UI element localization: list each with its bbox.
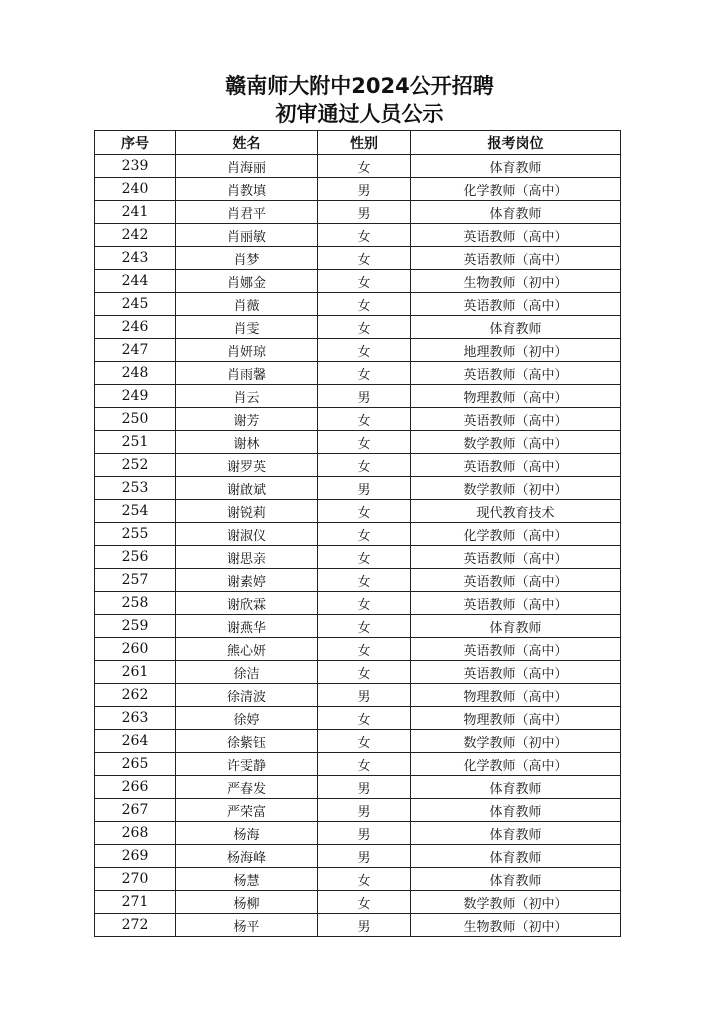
table-row bbox=[95, 638, 621, 661]
cell-name: 肖丽敏 bbox=[176, 224, 318, 247]
cell-gender: 女 bbox=[318, 523, 411, 546]
table-row bbox=[95, 247, 621, 270]
cell-serial-number: 254 bbox=[95, 500, 176, 523]
table-row bbox=[95, 546, 621, 569]
table-row bbox=[95, 293, 621, 316]
document-title: 赣南师大附中2024公开招聘 bbox=[225, 74, 494, 98]
cell-gender: 男 bbox=[318, 684, 411, 707]
cell-name: 谢燕华 bbox=[176, 615, 318, 638]
cell-position: 数学教师（高中） bbox=[411, 431, 621, 454]
table-body bbox=[95, 155, 621, 937]
table-row bbox=[95, 201, 621, 224]
cell-serial-number: 242 bbox=[95, 224, 176, 247]
cell-gender: 女 bbox=[318, 316, 411, 339]
cell-gender: 男 bbox=[318, 776, 411, 799]
cell-position: 体育教师 bbox=[411, 822, 621, 845]
cell-serial-number: 265 bbox=[95, 753, 176, 776]
cell-serial-number: 240 bbox=[95, 178, 176, 201]
cell-position: 体育教师 bbox=[411, 201, 621, 224]
cell-name: 杨平 bbox=[176, 914, 318, 937]
cell-name: 杨柳 bbox=[176, 891, 318, 914]
cell-name: 谢啟斌 bbox=[176, 477, 318, 500]
cell-position: 英语教师（高中） bbox=[411, 293, 621, 316]
cell-gender: 男 bbox=[318, 799, 411, 822]
cell-serial-number: 262 bbox=[95, 684, 176, 707]
table-row bbox=[95, 891, 621, 914]
cell-serial-number: 266 bbox=[95, 776, 176, 799]
table-row bbox=[95, 569, 621, 592]
table-row bbox=[95, 776, 621, 799]
cell-serial-number: 243 bbox=[95, 247, 176, 270]
cell-name: 肖梦 bbox=[176, 247, 318, 270]
table-row bbox=[95, 500, 621, 523]
cell-serial-number: 248 bbox=[95, 362, 176, 385]
cell-position: 英语教师（高中） bbox=[411, 661, 621, 684]
cell-gender: 男 bbox=[318, 178, 411, 201]
cell-position: 体育教师 bbox=[411, 799, 621, 822]
cell-serial-number: 267 bbox=[95, 799, 176, 822]
table-row bbox=[95, 868, 621, 891]
cell-gender: 女 bbox=[318, 638, 411, 661]
cell-position: 英语教师（高中） bbox=[411, 247, 621, 270]
cell-gender: 女 bbox=[318, 891, 411, 914]
cell-serial-number: 257 bbox=[95, 569, 176, 592]
table-row bbox=[95, 684, 621, 707]
table-row bbox=[95, 523, 621, 546]
cell-serial-number: 246 bbox=[95, 316, 176, 339]
cell-position: 地理教师（初中） bbox=[411, 339, 621, 362]
cell-position: 数学教师（初中） bbox=[411, 477, 621, 500]
cell-gender: 男 bbox=[318, 201, 411, 224]
cell-name: 肖云 bbox=[176, 385, 318, 408]
cell-position: 英语教师（高中） bbox=[411, 569, 621, 592]
cell-position: 体育教师 bbox=[411, 316, 621, 339]
cell-serial-number: 263 bbox=[95, 707, 176, 730]
cell-name: 谢林 bbox=[176, 431, 318, 454]
cell-position: 体育教师 bbox=[411, 776, 621, 799]
cell-position: 数学教师（初中） bbox=[411, 891, 621, 914]
header-serial-number: 序号 bbox=[95, 131, 176, 155]
cell-name: 肖雨馨 bbox=[176, 362, 318, 385]
cell-position: 物理教师（高中） bbox=[411, 707, 621, 730]
cell-name: 谢芳 bbox=[176, 408, 318, 431]
cell-gender: 女 bbox=[318, 753, 411, 776]
cell-name: 谢欣霖 bbox=[176, 592, 318, 615]
table-header-row bbox=[95, 131, 621, 155]
cell-name: 许雯静 bbox=[176, 753, 318, 776]
table-row bbox=[95, 316, 621, 339]
table-row bbox=[95, 155, 621, 178]
cell-gender: 女 bbox=[318, 868, 411, 891]
cell-name: 肖海丽 bbox=[176, 155, 318, 178]
cell-serial-number: 241 bbox=[95, 201, 176, 224]
cell-serial-number: 256 bbox=[95, 546, 176, 569]
cell-serial-number: 260 bbox=[95, 638, 176, 661]
cell-gender: 女 bbox=[318, 615, 411, 638]
cell-name: 徐婷 bbox=[176, 707, 318, 730]
cell-position: 物理教师（高中） bbox=[411, 385, 621, 408]
applicant-table bbox=[94, 130, 621, 937]
cell-serial-number: 271 bbox=[95, 891, 176, 914]
table-row bbox=[95, 845, 621, 868]
table-row bbox=[95, 408, 621, 431]
cell-position: 化学教师（高中） bbox=[411, 178, 621, 201]
cell-serial-number: 250 bbox=[95, 408, 176, 431]
table-row bbox=[95, 730, 621, 753]
table-row bbox=[95, 270, 621, 293]
table-row bbox=[95, 822, 621, 845]
cell-gender: 女 bbox=[318, 155, 411, 178]
cell-name: 杨海 bbox=[176, 822, 318, 845]
cell-name: 肖雯 bbox=[176, 316, 318, 339]
cell-gender: 女 bbox=[318, 224, 411, 247]
cell-position: 数学教师（初中） bbox=[411, 730, 621, 753]
cell-name: 肖君平 bbox=[176, 201, 318, 224]
cell-gender: 女 bbox=[318, 707, 411, 730]
cell-serial-number: 247 bbox=[95, 339, 176, 362]
table-row bbox=[95, 385, 621, 408]
cell-position: 体育教师 bbox=[411, 845, 621, 868]
cell-name: 谢锐莉 bbox=[176, 500, 318, 523]
cell-serial-number: 258 bbox=[95, 592, 176, 615]
cell-gender: 女 bbox=[318, 293, 411, 316]
table-row bbox=[95, 362, 621, 385]
cell-position: 化学教师（高中） bbox=[411, 523, 621, 546]
cell-name: 肖娜金 bbox=[176, 270, 318, 293]
cell-serial-number: 244 bbox=[95, 270, 176, 293]
cell-position: 英语教师（高中） bbox=[411, 454, 621, 477]
table-row bbox=[95, 339, 621, 362]
cell-position: 英语教师（高中） bbox=[411, 592, 621, 615]
cell-position: 体育教师 bbox=[411, 615, 621, 638]
cell-serial-number: 272 bbox=[95, 914, 176, 937]
cell-name: 徐紫钰 bbox=[176, 730, 318, 753]
cell-position: 英语教师（高中） bbox=[411, 224, 621, 247]
cell-serial-number: 270 bbox=[95, 868, 176, 891]
table-row bbox=[95, 661, 621, 684]
cell-name: 熊心妍 bbox=[176, 638, 318, 661]
cell-serial-number: 239 bbox=[95, 155, 176, 178]
cell-serial-number: 255 bbox=[95, 523, 176, 546]
cell-name: 谢思亲 bbox=[176, 546, 318, 569]
cell-position: 英语教师（高中） bbox=[411, 638, 621, 661]
table-row bbox=[95, 224, 621, 247]
table-row bbox=[95, 431, 621, 454]
cell-name: 严春发 bbox=[176, 776, 318, 799]
cell-gender: 男 bbox=[318, 845, 411, 868]
cell-serial-number: 261 bbox=[95, 661, 176, 684]
cell-gender: 女 bbox=[318, 661, 411, 684]
cell-gender: 女 bbox=[318, 431, 411, 454]
cell-gender: 女 bbox=[318, 592, 411, 615]
table-row bbox=[95, 707, 621, 730]
cell-name: 严荣富 bbox=[176, 799, 318, 822]
cell-name: 肖教填 bbox=[176, 178, 318, 201]
cell-serial-number: 269 bbox=[95, 845, 176, 868]
cell-gender: 女 bbox=[318, 339, 411, 362]
header-name: 姓名 bbox=[176, 131, 318, 155]
cell-serial-number: 253 bbox=[95, 477, 176, 500]
cell-position: 生物教师（初中） bbox=[411, 270, 621, 293]
cell-serial-number: 249 bbox=[95, 385, 176, 408]
cell-gender: 女 bbox=[318, 247, 411, 270]
cell-gender: 男 bbox=[318, 822, 411, 845]
table-row bbox=[95, 753, 621, 776]
cell-name: 杨海峰 bbox=[176, 845, 318, 868]
cell-name: 徐洁 bbox=[176, 661, 318, 684]
table-row bbox=[95, 477, 621, 500]
cell-serial-number: 251 bbox=[95, 431, 176, 454]
table-row bbox=[95, 454, 621, 477]
cell-name: 谢淑仪 bbox=[176, 523, 318, 546]
cell-gender: 男 bbox=[318, 477, 411, 500]
cell-name: 徐清波 bbox=[176, 684, 318, 707]
cell-serial-number: 252 bbox=[95, 454, 176, 477]
cell-gender: 女 bbox=[318, 408, 411, 431]
cell-position: 英语教师（高中） bbox=[411, 362, 621, 385]
cell-serial-number: 259 bbox=[95, 615, 176, 638]
cell-serial-number: 245 bbox=[95, 293, 176, 316]
cell-position: 生物教师（初中） bbox=[411, 914, 621, 937]
cell-gender: 女 bbox=[318, 362, 411, 385]
cell-name: 肖妍琼 bbox=[176, 339, 318, 362]
table-row bbox=[95, 914, 621, 937]
table-row bbox=[95, 178, 621, 201]
cell-gender: 女 bbox=[318, 569, 411, 592]
cell-gender: 女 bbox=[318, 500, 411, 523]
cell-serial-number: 264 bbox=[95, 730, 176, 753]
cell-position: 体育教师 bbox=[411, 868, 621, 891]
cell-position: 英语教师（高中） bbox=[411, 546, 621, 569]
table-row bbox=[95, 799, 621, 822]
cell-gender: 女 bbox=[318, 454, 411, 477]
cell-gender: 男 bbox=[318, 385, 411, 408]
document-subtitle: 初审通过人员公示 bbox=[275, 102, 444, 126]
cell-name: 杨慧 bbox=[176, 868, 318, 891]
cell-position: 物理教师（高中） bbox=[411, 684, 621, 707]
cell-gender: 女 bbox=[318, 270, 411, 293]
cell-gender: 男 bbox=[318, 914, 411, 937]
header-gender: 性别 bbox=[318, 131, 411, 155]
cell-position: 现代教育技术 bbox=[411, 500, 621, 523]
cell-position: 英语教师（高中） bbox=[411, 408, 621, 431]
table-row bbox=[95, 615, 621, 638]
cell-gender: 女 bbox=[318, 546, 411, 569]
cell-name: 谢罗英 bbox=[176, 454, 318, 477]
table-row bbox=[95, 592, 621, 615]
cell-gender: 女 bbox=[318, 730, 411, 753]
cell-position: 化学教师（高中） bbox=[411, 753, 621, 776]
cell-name: 肖薇 bbox=[176, 293, 318, 316]
header-position: 报考岗位 bbox=[411, 131, 621, 155]
cell-name: 谢素婷 bbox=[176, 569, 318, 592]
cell-position: 体育教师 bbox=[411, 155, 621, 178]
cell-serial-number: 268 bbox=[95, 822, 176, 845]
